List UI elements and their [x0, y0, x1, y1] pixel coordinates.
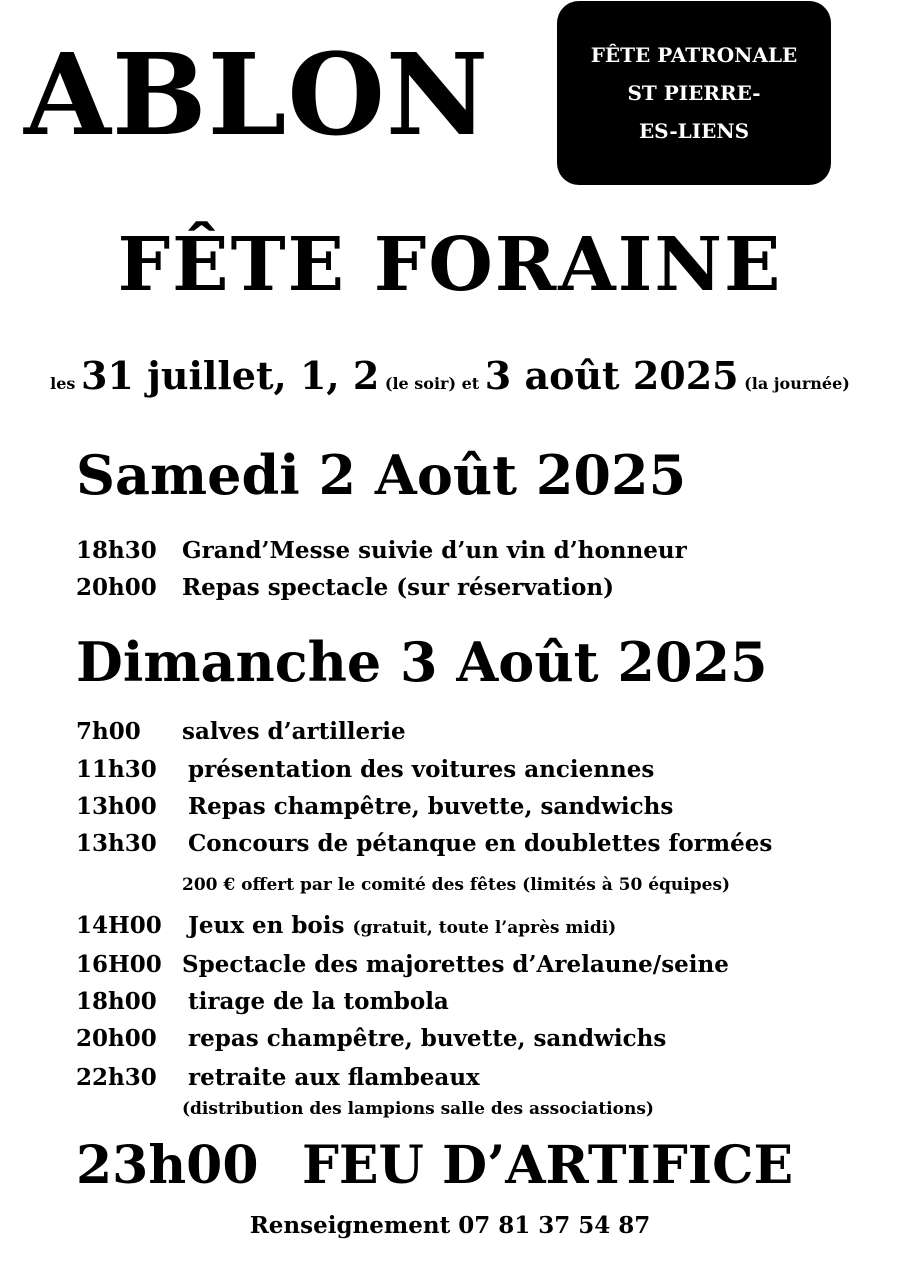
schedule-row — [76, 953, 729, 976]
event-label: Concours de pétanque en doublettes formées — [188, 830, 773, 857]
event-detail: (gratuit, toute l’après midi) — [352, 918, 617, 938]
event-label: Grand’Messe suivie d’un vin d’honneur — [182, 537, 687, 564]
schedule-row — [76, 758, 654, 781]
dates-prefix: les — [50, 374, 76, 393]
contact-info: Renseignement 07 81 37 54 87 — [249, 1212, 651, 1239]
schedule-row — [76, 1066, 480, 1089]
event-time: 13h00 — [76, 793, 157, 820]
event-time: 11h30 — [76, 756, 157, 783]
festival-dates — [0, 353, 900, 398]
badge-line-1: FÊTE PATRONALE — [590, 43, 798, 67]
event-label: Spectacle des majorettes d’Arelaune/seine — [182, 951, 729, 978]
finale-label: FEU D’ARTIFICE — [302, 1135, 794, 1196]
badge-line-3: ES-LIENS — [638, 119, 750, 143]
event-time: 13h30 — [76, 830, 157, 857]
event-label: salves d’artillerie — [182, 718, 406, 745]
dates-evening-note: (le soir) — [384, 374, 457, 393]
lanterns-note: (distribution des lampions salle des associations) — [182, 1099, 654, 1119]
town-name: ABLON — [24, 30, 490, 161]
event-label: Jeux en bois — [188, 912, 345, 939]
patronal-feast-badge — [557, 1, 831, 185]
schedule-row — [76, 576, 614, 599]
petanque-prize-note: 200 € offert par le comité des fêtes (limités à 50 équipes) — [182, 875, 731, 895]
schedule-row — [76, 1027, 666, 1050]
badge-line-2: ST PIERRE- — [627, 81, 761, 105]
schedule-row — [76, 720, 406, 743]
schedule-row — [76, 914, 616, 937]
event-label: présentation des voitures anciennes — [188, 756, 655, 783]
event-label: Repas champêtre, buvette, sandwichs — [188, 793, 674, 820]
sunday-heading: Dimanche 3 Août 2025 — [76, 630, 768, 694]
schedule-row — [76, 795, 673, 818]
schedule-row — [76, 832, 772, 855]
event-label: repas champêtre, buvette, sandwichs — [188, 1025, 667, 1052]
event-label: Repas spectacle (sur réservation) — [182, 574, 614, 601]
event-time: 18h30 — [76, 537, 157, 564]
event-label: tirage de la tombola — [188, 988, 449, 1015]
event-time: 20h00 — [76, 1025, 157, 1052]
event-time: 14H00 — [76, 912, 162, 939]
poster-title: FÊTE FORAINE — [117, 222, 783, 308]
dates-days: 31 juillet, 1, 2 — [80, 353, 380, 398]
saturday-heading: Samedi 2 Août 2025 — [76, 443, 687, 507]
dates-conjunction: et — [461, 374, 480, 393]
schedule-row — [76, 539, 687, 562]
event-time: 20h00 — [76, 574, 157, 601]
event-time: 7h00 — [76, 718, 141, 745]
event-label: retraite aux flambeaux — [188, 1064, 480, 1091]
finale-time: 23h00 — [76, 1135, 259, 1196]
schedule-row — [76, 990, 449, 1013]
fireworks-finale — [76, 1135, 794, 1196]
event-time: 16H00 — [76, 951, 162, 978]
event-time: 18h00 — [76, 988, 157, 1015]
dates-day-note: (la journée) — [744, 374, 850, 393]
event-time: 22h30 — [76, 1064, 157, 1091]
dates-final-day: 3 août 2025 — [484, 353, 739, 398]
